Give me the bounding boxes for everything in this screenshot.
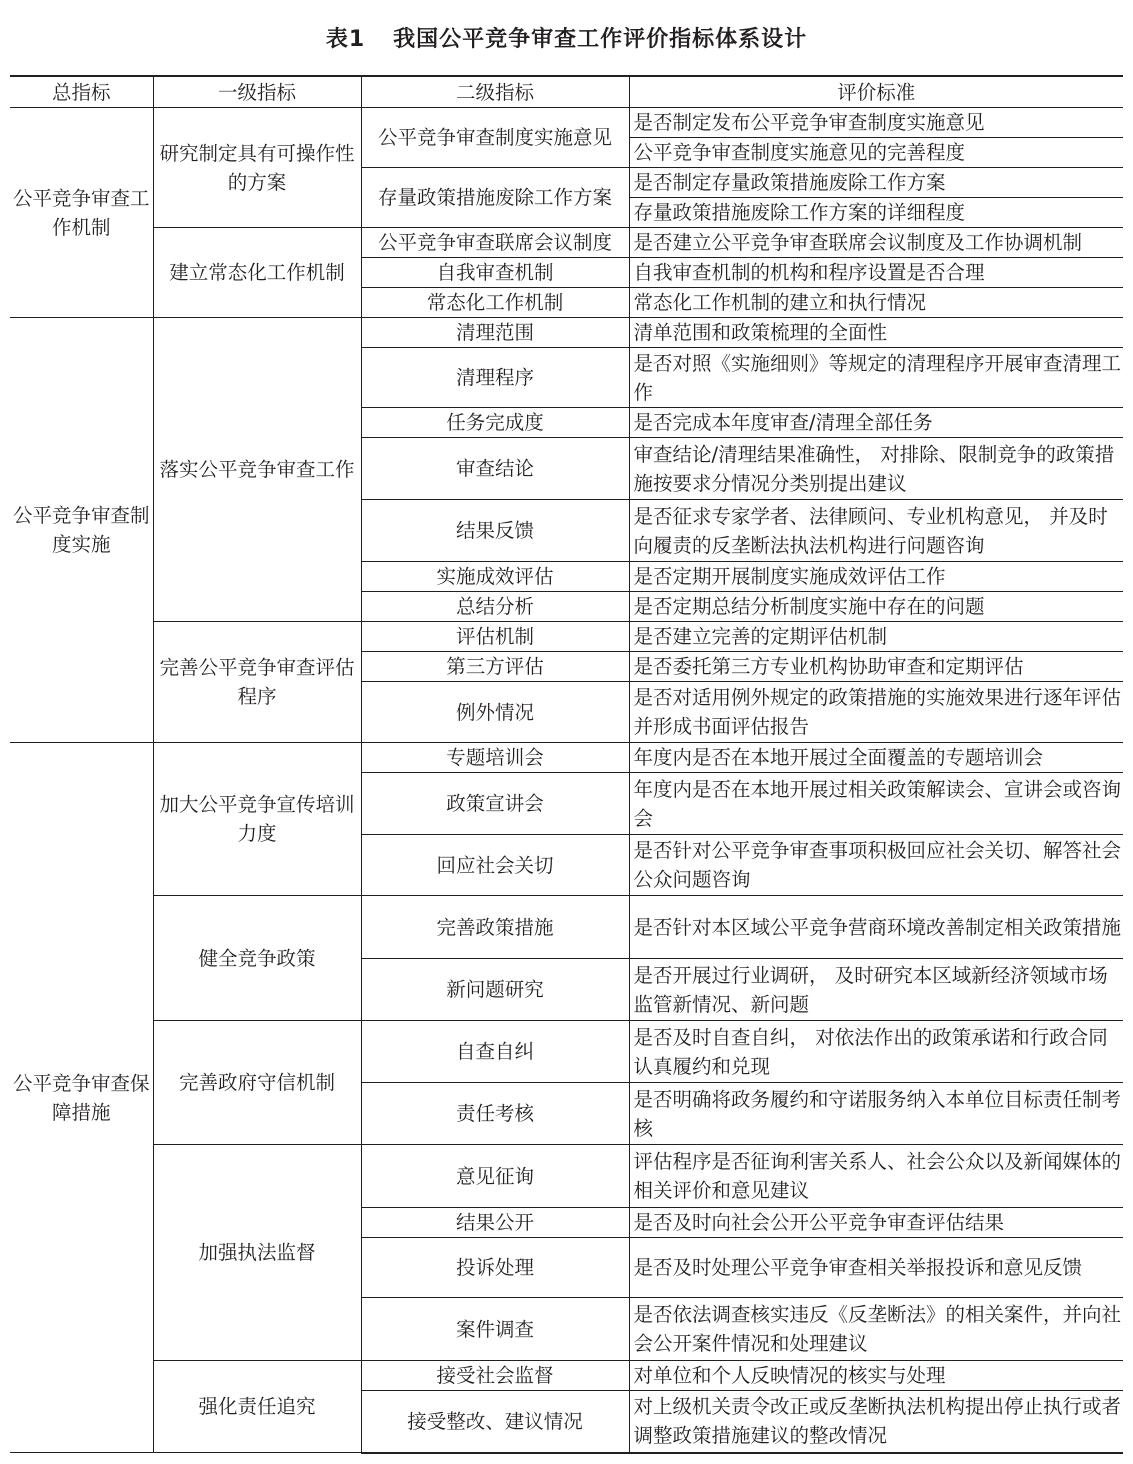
second-level-indicator: 回应社会关切 — [361, 835, 629, 896]
second-level-indicator: 任务完成度 — [361, 408, 629, 438]
evaluation-criterion: 是否对适用例外规定的政策措施的实施效果进行逐年评估并形成书面评估报告 — [629, 682, 1123, 743]
evaluation-criterion: 是否完成本年度审查/清理全部任务 — [629, 408, 1123, 438]
table-row — [10, 1021, 1123, 1083]
evaluation-criterion: 年度内是否在本地开展过相关政策解读会、宣讲会或咨询会 — [629, 773, 1123, 835]
evaluation-criterion: 是否制定发布公平竞争审查制度实施意见 — [629, 108, 1123, 138]
header-row — [10, 76, 1123, 108]
evaluation-criterion: 是否建立公平竞争审查联席会议制度及工作协调机制 — [629, 228, 1123, 258]
second-level-indicator: 审查结论 — [361, 438, 629, 500]
second-level-indicator: 专题培训会 — [361, 743, 629, 773]
second-level-indicator: 政策宣讲会 — [361, 773, 629, 835]
evaluation-criterion: 是否开展过行业调研， 及时研究本区域新经济领域市场监管新情况、新问题 — [629, 959, 1123, 1021]
evaluation-criterion: 是否及时自查自纠， 对依法作出的政策承诺和行政合同认真履约和兑现 — [629, 1021, 1123, 1083]
header-cell: 总指标 — [10, 76, 153, 108]
second-level-indicator: 清理范围 — [361, 318, 629, 348]
first-level-indicator: 加大公平竞争宣传培训力度 — [153, 743, 361, 896]
first-level-indicator: 完善政府守信机制 — [153, 1021, 361, 1145]
evaluation-criterion: 对上级机关责令改正或反垄断执法机构提出停止执行或者调整政策措施建议的整改情况 — [629, 1391, 1123, 1453]
first-level-indicator: 强化责任追究 — [153, 1361, 361, 1453]
evaluation-criterion: 是否及时向社会公开公平竞争审查评估结果 — [629, 1208, 1123, 1238]
table-row — [10, 1361, 1123, 1391]
evaluation-criterion: 存量政策措施废除工作方案的详细程度 — [629, 198, 1123, 228]
second-level-indicator: 评估机制 — [361, 622, 629, 652]
second-level-indicator: 自我审查机制 — [361, 258, 629, 288]
evaluation-criterion: 是否定期总结分析制度实施中存在的问题 — [629, 592, 1123, 622]
evaluation-criterion: 审查结论/清理结果准确性， 对排除、限制竞争的政策措施按要求分情况分类别提出建议 — [629, 438, 1123, 500]
second-level-indicator: 责任考核 — [361, 1083, 629, 1145]
evaluation-criterion: 公平竞争审查制度实施意见的完善程度 — [629, 138, 1123, 168]
second-level-indicator: 例外情况 — [361, 682, 629, 743]
table-row — [10, 318, 1123, 348]
first-level-indicator: 加强执法监督 — [153, 1145, 361, 1361]
table-row — [10, 622, 1123, 652]
table-title: 我国公平竞争审查工作评价指标体系设计 — [393, 27, 808, 52]
second-level-indicator: 清理程序 — [361, 348, 629, 408]
table-caption — [0, 22, 1133, 53]
second-level-indicator: 存量政策措施废除工作方案 — [361, 168, 629, 228]
first-level-indicator: 研究制定具有可操作性的方案 — [153, 108, 361, 228]
table-row — [10, 743, 1123, 773]
evaluation-criterion: 是否委托第三方专业机构协助审查和定期评估 — [629, 652, 1123, 682]
second-level-indicator: 公平竞争审查联席会议制度 — [361, 228, 629, 258]
evaluation-criterion: 是否定期开展制度实施成效评估工作 — [629, 562, 1123, 592]
evaluation-index-table — [10, 75, 1123, 1454]
second-level-indicator: 案件调查 — [361, 1298, 629, 1361]
header-cell: 评价标准 — [629, 76, 1123, 108]
first-level-indicator: 完善公平竞争审查评估程序 — [153, 622, 361, 743]
evaluation-criterion: 对单位和个人反映情况的核实与处理 — [629, 1361, 1123, 1391]
second-level-indicator: 新问题研究 — [361, 959, 629, 1021]
evaluation-criterion: 年度内是否在本地开展过全面覆盖的专题培训会 — [629, 743, 1123, 773]
second-level-indicator: 结果公开 — [361, 1208, 629, 1238]
evaluation-criterion: 是否建立完善的定期评估机制 — [629, 622, 1123, 652]
header-cell: 二级指标 — [361, 76, 629, 108]
second-level-indicator: 意见征询 — [361, 1145, 629, 1208]
table-row — [10, 108, 1123, 138]
first-level-indicator: 落实公平竞争审查工作 — [153, 318, 361, 622]
second-level-indicator: 投诉处理 — [361, 1238, 629, 1298]
second-level-indicator: 总结分析 — [361, 592, 629, 622]
evaluation-criterion: 清单范围和政策梳理的全面性 — [629, 318, 1123, 348]
evaluation-criterion: 是否针对公平竞争审查事项积极回应社会关切、解答社会公众问题咨询 — [629, 835, 1123, 896]
table-row — [10, 228, 1123, 258]
second-level-indicator: 常态化工作机制 — [361, 288, 629, 318]
table-row — [10, 896, 1123, 959]
top-level-indicator: 公平竞争审查工作机制 — [10, 108, 153, 318]
first-level-indicator: 健全竞争政策 — [153, 896, 361, 1021]
evaluation-criterion: 是否针对本区域公平竞争营商环境改善制定相关政策措施 — [629, 896, 1123, 959]
evaluation-criterion: 是否及时处理公平竞争审查相关举报投诉和意见反馈 — [629, 1238, 1123, 1298]
evaluation-criterion: 是否制定存量政策措施废除工作方案 — [629, 168, 1123, 198]
evaluation-criterion: 是否征求专家学者、法律顾问、专业机构意见， 并及时向履责的反垄断法执法机构进行问题咨询 — [629, 500, 1123, 562]
second-level-indicator: 完善政策措施 — [361, 896, 629, 959]
table-row — [10, 1145, 1123, 1208]
evaluation-criterion: 常态化工作机制的建立和执行情况 — [629, 288, 1123, 318]
second-level-indicator: 接受整改、建议情况 — [361, 1391, 629, 1453]
evaluation-criterion: 是否依法调查核实违反《反垄断法》的相关案件，并向社会公开案件情况和处理建议 — [629, 1298, 1123, 1361]
second-level-indicator: 接受社会监督 — [361, 1361, 629, 1391]
second-level-indicator: 第三方评估 — [361, 652, 629, 682]
evaluation-criterion: 自我审查机制的机构和程序设置是否合理 — [629, 258, 1123, 288]
first-level-indicator: 建立常态化工作机制 — [153, 228, 361, 318]
top-level-indicator: 公平竞争审查保障措施 — [10, 743, 153, 1453]
header-cell: 一级指标 — [153, 76, 361, 108]
second-level-indicator: 实施成效评估 — [361, 562, 629, 592]
top-level-indicator: 公平竞争审查制度实施 — [10, 318, 153, 743]
evaluation-criterion: 是否明确将政务履约和守诺服务纳入本单位目标责任制考核 — [629, 1083, 1123, 1145]
second-level-indicator: 自查自纠 — [361, 1021, 629, 1083]
table-number: 表1 — [325, 27, 366, 52]
evaluation-criterion: 评估程序是否征询利害关系人、社会公众以及新闻媒体的相关评价和意见建议 — [629, 1145, 1123, 1208]
second-level-indicator: 结果反馈 — [361, 500, 629, 562]
evaluation-criterion: 是否对照《实施细则》等规定的清理程序开展审查清理工作 — [629, 348, 1123, 408]
second-level-indicator: 公平竞争审查制度实施意见 — [361, 108, 629, 168]
